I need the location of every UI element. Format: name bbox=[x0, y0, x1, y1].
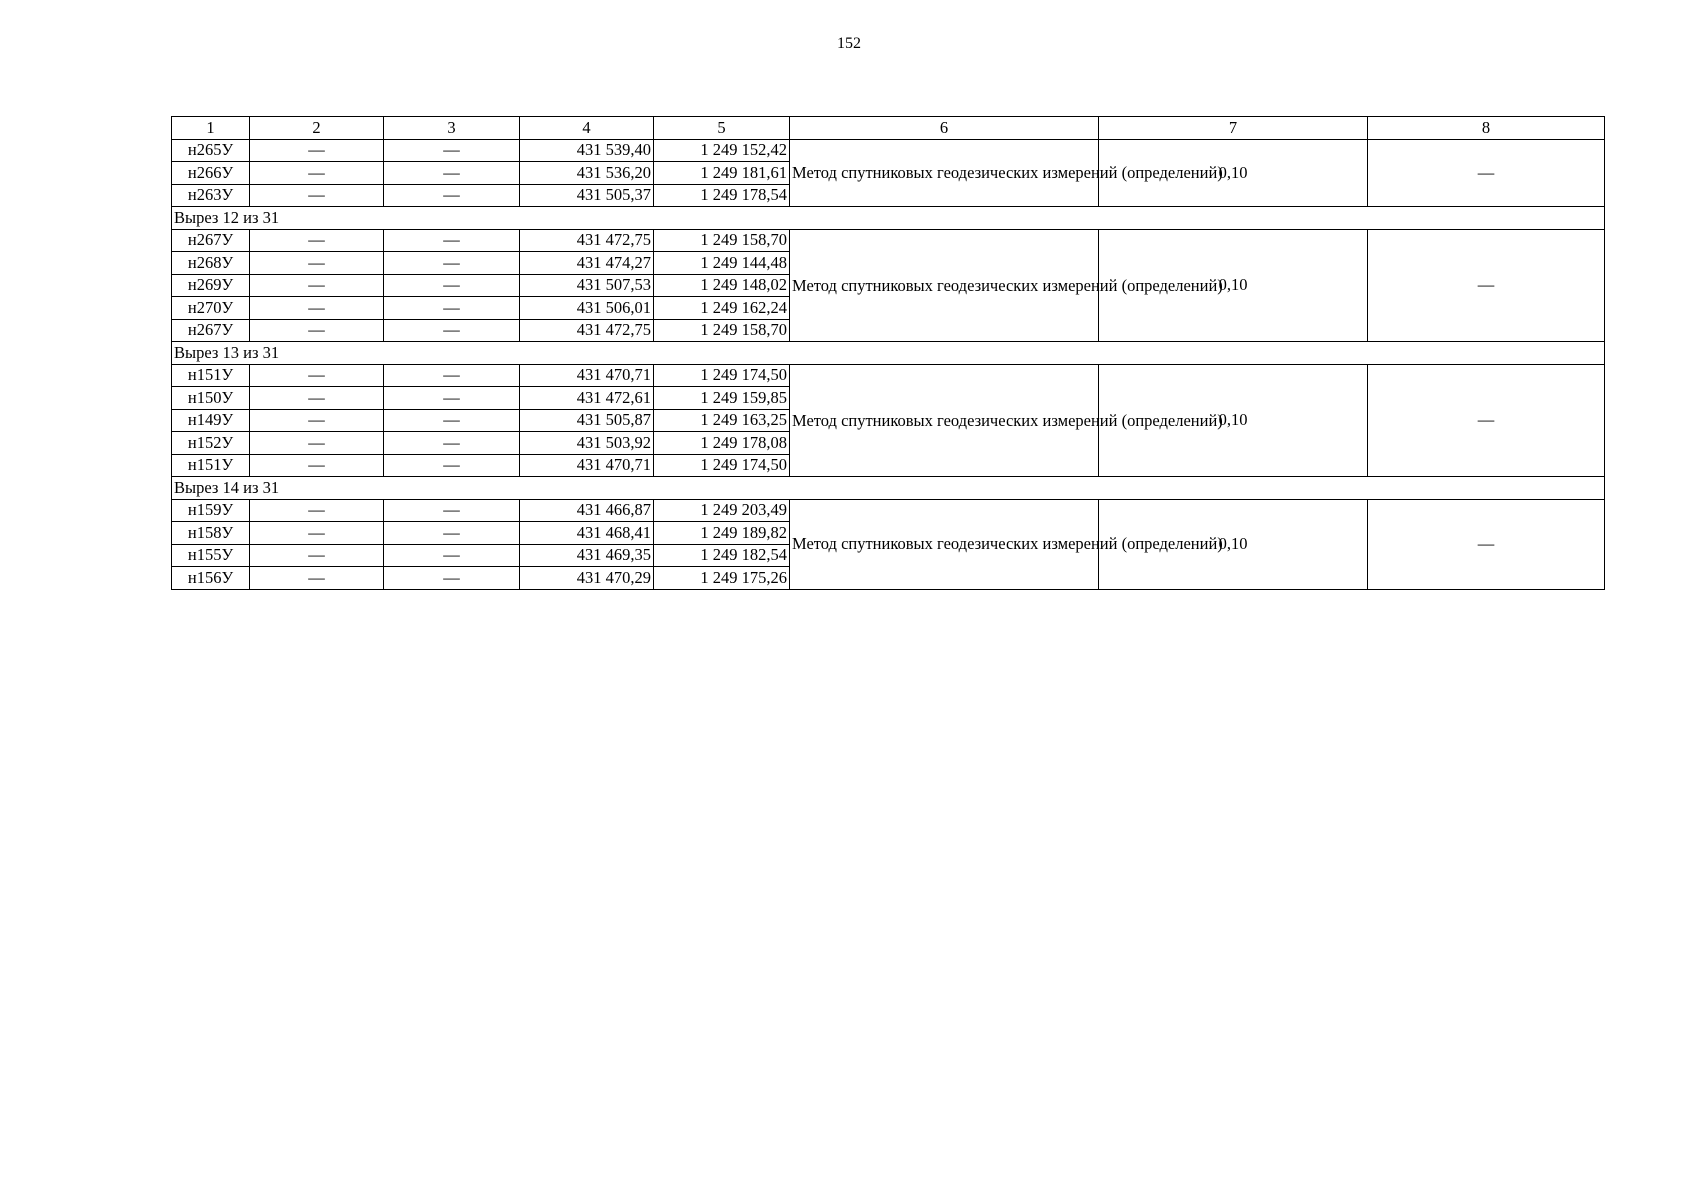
y-coordinate-cell: 1 249 163,25 bbox=[654, 409, 790, 432]
column-2-cell: — bbox=[250, 432, 384, 455]
column-2-cell: — bbox=[250, 139, 384, 162]
y-coordinate-cell: 1 249 181,61 bbox=[654, 162, 790, 185]
column-2-cell: — bbox=[250, 252, 384, 275]
column-2-cell: — bbox=[250, 409, 384, 432]
column-3-cell: — bbox=[384, 567, 520, 590]
column-2-cell: — bbox=[250, 184, 384, 207]
x-coordinate-cell: 431 539,40 bbox=[520, 139, 654, 162]
x-coordinate-cell: 431 470,29 bbox=[520, 567, 654, 590]
column-number: 1 bbox=[172, 117, 250, 140]
point-name-cell: н263У bbox=[172, 184, 250, 207]
y-coordinate-cell: 1 249 175,26 bbox=[654, 567, 790, 590]
point-name-cell: н151У bbox=[172, 454, 250, 477]
section-row bbox=[172, 477, 1605, 500]
column-number: 5 bbox=[654, 117, 790, 140]
y-coordinate-cell: 1 249 203,49 bbox=[654, 499, 790, 522]
column-2-cell: — bbox=[250, 274, 384, 297]
column-3-cell: — bbox=[384, 297, 520, 320]
column-2-cell: — bbox=[250, 454, 384, 477]
method-cell: Метод спутниковых геодезических измерений (определений) bbox=[790, 499, 1099, 589]
point-name-cell: н270У bbox=[172, 297, 250, 320]
y-coordinate-cell: 1 249 174,50 bbox=[654, 364, 790, 387]
column-3-cell: — bbox=[384, 252, 520, 275]
column-number: 8 bbox=[1368, 117, 1605, 140]
x-coordinate-cell: 431 469,35 bbox=[520, 544, 654, 567]
column-3-cell: — bbox=[384, 409, 520, 432]
x-coordinate-cell: 431 536,20 bbox=[520, 162, 654, 185]
y-coordinate-cell: 1 249 159,85 bbox=[654, 387, 790, 410]
y-coordinate-cell: 1 249 162,24 bbox=[654, 297, 790, 320]
column-2-cell: — bbox=[250, 522, 384, 545]
x-coordinate-cell: 431 468,41 bbox=[520, 522, 654, 545]
column-3-cell: — bbox=[384, 499, 520, 522]
table-row bbox=[172, 139, 1605, 162]
accuracy-cell: 0,10 bbox=[1099, 229, 1368, 342]
method-cell: Метод спутниковых геодезических измерений (определений) bbox=[790, 139, 1099, 207]
point-name-cell: н151У bbox=[172, 364, 250, 387]
y-coordinate-cell: 1 249 158,70 bbox=[654, 319, 790, 342]
section-title: Вырез 13 из 31 bbox=[172, 342, 1605, 365]
point-name-cell: н158У bbox=[172, 522, 250, 545]
column-3-cell: — bbox=[384, 364, 520, 387]
section-title: Вырез 12 из 31 bbox=[172, 207, 1605, 230]
column-3-cell: — bbox=[384, 454, 520, 477]
y-coordinate-cell: 1 249 152,42 bbox=[654, 139, 790, 162]
point-name-cell: н152У bbox=[172, 432, 250, 455]
table-body bbox=[172, 117, 1605, 590]
column-3-cell: — bbox=[384, 229, 520, 252]
section-row bbox=[172, 207, 1605, 230]
table-row bbox=[172, 364, 1605, 387]
point-name-cell: н267У bbox=[172, 229, 250, 252]
column-number-row bbox=[172, 117, 1605, 140]
column-3-cell: — bbox=[384, 387, 520, 410]
column-number: 2 bbox=[250, 117, 384, 140]
y-coordinate-cell: 1 249 148,02 bbox=[654, 274, 790, 297]
y-coordinate-cell: 1 249 178,08 bbox=[654, 432, 790, 455]
x-coordinate-cell: 431 505,37 bbox=[520, 184, 654, 207]
column-3-cell: — bbox=[384, 319, 520, 342]
y-coordinate-cell: 1 249 182,54 bbox=[654, 544, 790, 567]
column-2-cell: — bbox=[250, 499, 384, 522]
point-name-cell: н269У bbox=[172, 274, 250, 297]
column-2-cell: — bbox=[250, 387, 384, 410]
y-coordinate-cell: 1 249 158,70 bbox=[654, 229, 790, 252]
column-number: 3 bbox=[384, 117, 520, 140]
accuracy-cell: 0,10 bbox=[1099, 364, 1368, 477]
point-name-cell: н159У bbox=[172, 499, 250, 522]
column-2-cell: — bbox=[250, 544, 384, 567]
point-name-cell: н155У bbox=[172, 544, 250, 567]
column-8-cell: — bbox=[1368, 139, 1605, 207]
column-2-cell: — bbox=[250, 364, 384, 387]
page-number: 152 bbox=[837, 35, 861, 52]
column-2-cell: — bbox=[250, 162, 384, 185]
x-coordinate-cell: 431 472,75 bbox=[520, 229, 654, 252]
accuracy-cell: 0,10 bbox=[1099, 139, 1368, 207]
y-coordinate-cell: 1 249 178,54 bbox=[654, 184, 790, 207]
x-coordinate-cell: 431 506,01 bbox=[520, 297, 654, 320]
x-coordinate-cell: 431 507,53 bbox=[520, 274, 654, 297]
column-3-cell: — bbox=[384, 162, 520, 185]
column-number: 7 bbox=[1099, 117, 1368, 140]
section-row bbox=[172, 342, 1605, 365]
column-8-cell: — bbox=[1368, 364, 1605, 477]
x-coordinate-cell: 431 472,75 bbox=[520, 319, 654, 342]
point-name-cell: н156У bbox=[172, 567, 250, 590]
coordinates-table bbox=[171, 116, 1605, 590]
table-row bbox=[172, 229, 1605, 252]
point-name-cell: н267У bbox=[172, 319, 250, 342]
point-name-cell: н265У bbox=[172, 139, 250, 162]
x-coordinate-cell: 431 474,27 bbox=[520, 252, 654, 275]
column-3-cell: — bbox=[384, 432, 520, 455]
column-3-cell: — bbox=[384, 522, 520, 545]
column-3-cell: — bbox=[384, 544, 520, 567]
method-cell: Метод спутниковых геодезических измерений (определений) bbox=[790, 364, 1099, 477]
x-coordinate-cell: 431 466,87 bbox=[520, 499, 654, 522]
column-number: 4 bbox=[520, 117, 654, 140]
y-coordinate-cell: 1 249 174,50 bbox=[654, 454, 790, 477]
column-8-cell: — bbox=[1368, 229, 1605, 342]
column-2-cell: — bbox=[250, 319, 384, 342]
x-coordinate-cell: 431 470,71 bbox=[520, 454, 654, 477]
column-3-cell: — bbox=[384, 184, 520, 207]
method-cell: Метод спутниковых геодезических измерений (определений) bbox=[790, 229, 1099, 342]
point-name-cell: н268У bbox=[172, 252, 250, 275]
point-name-cell: н150У bbox=[172, 387, 250, 410]
section-title: Вырез 14 из 31 bbox=[172, 477, 1605, 500]
column-2-cell: — bbox=[250, 567, 384, 590]
column-number: 6 bbox=[790, 117, 1099, 140]
x-coordinate-cell: 431 503,92 bbox=[520, 432, 654, 455]
y-coordinate-cell: 1 249 144,48 bbox=[654, 252, 790, 275]
column-8-cell: — bbox=[1368, 499, 1605, 589]
table-row bbox=[172, 499, 1605, 522]
column-3-cell: — bbox=[384, 139, 520, 162]
column-3-cell: — bbox=[384, 274, 520, 297]
point-name-cell: н266У bbox=[172, 162, 250, 185]
y-coordinate-cell: 1 249 189,82 bbox=[654, 522, 790, 545]
x-coordinate-cell: 431 505,87 bbox=[520, 409, 654, 432]
column-2-cell: — bbox=[250, 297, 384, 320]
point-name-cell: н149У bbox=[172, 409, 250, 432]
column-2-cell: — bbox=[250, 229, 384, 252]
accuracy-cell: 0,10 bbox=[1099, 499, 1368, 589]
x-coordinate-cell: 431 470,71 bbox=[520, 364, 654, 387]
x-coordinate-cell: 431 472,61 bbox=[520, 387, 654, 410]
